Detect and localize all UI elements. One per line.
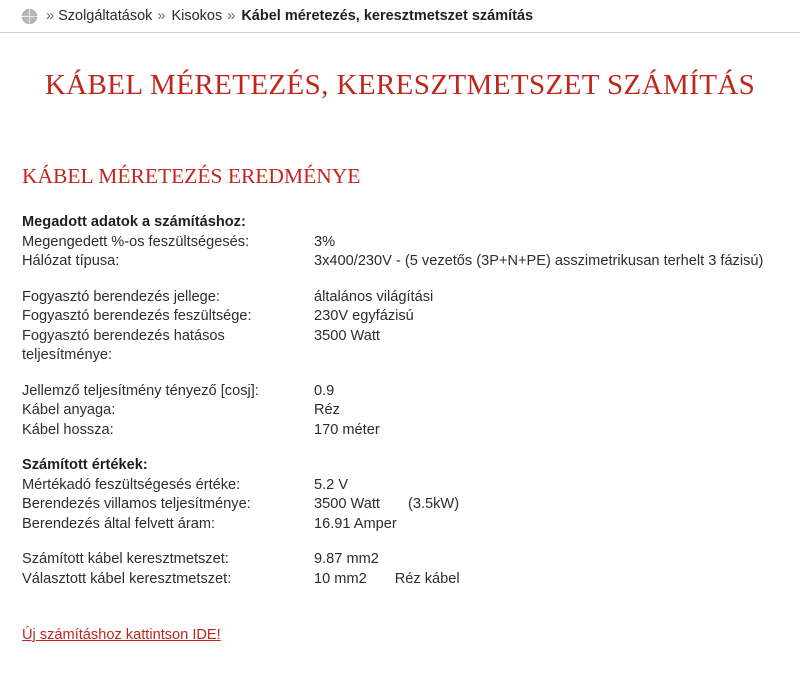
- row-label: Fogyasztó berendezés feszültsége:: [22, 308, 252, 324]
- table-row: [22, 401, 766, 421]
- row-value: általános világítási: [314, 288, 434, 305]
- row-value-group: [314, 570, 766, 590]
- table-row: [22, 456, 766, 476]
- result-content: [0, 164, 800, 643]
- row-label: Fogyasztó berendezés hatásos teljesítménye:: [22, 327, 225, 363]
- table-row: [22, 421, 766, 441]
- row-value-secondary: Réz kábel: [394, 570, 460, 587]
- row-value-group: [314, 495, 766, 515]
- results-heading: Számított értékek:: [22, 457, 148, 473]
- spacer-row: [22, 272, 766, 288]
- row-value: Réz: [314, 402, 340, 418]
- table-row: [22, 213, 766, 233]
- breadcrumb-arrow-2: »: [227, 8, 236, 24]
- table-row: [22, 327, 766, 366]
- section-title: KÁBEL MÉRETEZÉS EREDMÉNYE: [22, 164, 361, 188]
- table-row: [22, 495, 766, 515]
- table-row: [22, 476, 766, 496]
- row-label: Hálózat típusa:: [22, 253, 120, 269]
- input-heading: Megadott adatok a számításhoz:: [22, 214, 246, 230]
- row-label: Jellemző teljesítmény tényező [cosj]:: [22, 382, 259, 399]
- breadcrumb-item-szolgaltatasok[interactable]: Szolgáltatások: [58, 8, 153, 24]
- new-calculation-link[interactable]: Új számításhoz kattintson IDE!: [22, 627, 221, 643]
- table-row: [22, 233, 766, 253]
- breadcrumb-arrow-0: »: [46, 8, 55, 24]
- input-data-table: [22, 213, 766, 589]
- row-label: Kábel anyaga:: [22, 402, 116, 418]
- new-calculation-row: [22, 627, 800, 643]
- row-value: 0.9: [314, 382, 335, 399]
- row-value: 3%: [314, 233, 336, 250]
- row-label: Berendezés által felvett áram:: [22, 515, 216, 532]
- spacer-row: [22, 534, 766, 550]
- row-value: 3500 Watt: [314, 496, 380, 512]
- breadcrumb-item-kisokos[interactable]: Kisokos: [171, 8, 223, 24]
- row-label: Számított kábel keresztmetszet:: [22, 551, 229, 567]
- table-row: [22, 382, 766, 402]
- row-label: Mértékadó feszültségesés értéke:: [22, 476, 241, 493]
- table-row: [22, 550, 766, 570]
- breadcrumb: [0, 0, 800, 33]
- spacer-row: [22, 440, 766, 456]
- table-row: [22, 307, 766, 327]
- row-value: 5.2 V: [314, 476, 349, 493]
- row-value: 9.87 mm2: [314, 551, 379, 567]
- globe-icon: [22, 9, 37, 24]
- table-row: [22, 570, 766, 590]
- row-label: Berendezés villamos teljesítménye:: [22, 496, 251, 512]
- table-row: [22, 515, 766, 535]
- row-label: Választott kábel keresztmetszet:: [22, 570, 232, 587]
- table-row: [22, 252, 766, 272]
- row-value: 10 mm2: [314, 570, 367, 587]
- row-value: 16.91 Amper: [314, 515, 397, 532]
- breadcrumb-arrow-1: »: [157, 8, 166, 24]
- row-value: 3500 Watt: [314, 327, 380, 344]
- row-value: 3x400/230V - (5 vezetős (3P+N+PE) asszimetrikusan terhelt 3 fázisú): [314, 253, 764, 269]
- row-value-secondary: (3.5kW): [407, 496, 460, 512]
- breadcrumb-item-current: Kábel méretezés, keresztmetszet számítás: [241, 8, 534, 24]
- spacer-row: [22, 366, 766, 382]
- row-value: 230V egyfázisú: [314, 308, 414, 324]
- row-label: Megengedett %-os feszültségesés:: [22, 233, 250, 250]
- row-label: Fogyasztó berendezés jellege:: [22, 288, 220, 305]
- page-body: [0, 69, 800, 643]
- row-value: 170 méter: [314, 421, 380, 438]
- page-title: KÁBEL MÉRETEZÉS, KERESZTMETSZET SZÁMÍTÁS: [44, 69, 756, 101]
- table-row: [22, 288, 766, 308]
- row-label: Kábel hossza:: [22, 421, 114, 438]
